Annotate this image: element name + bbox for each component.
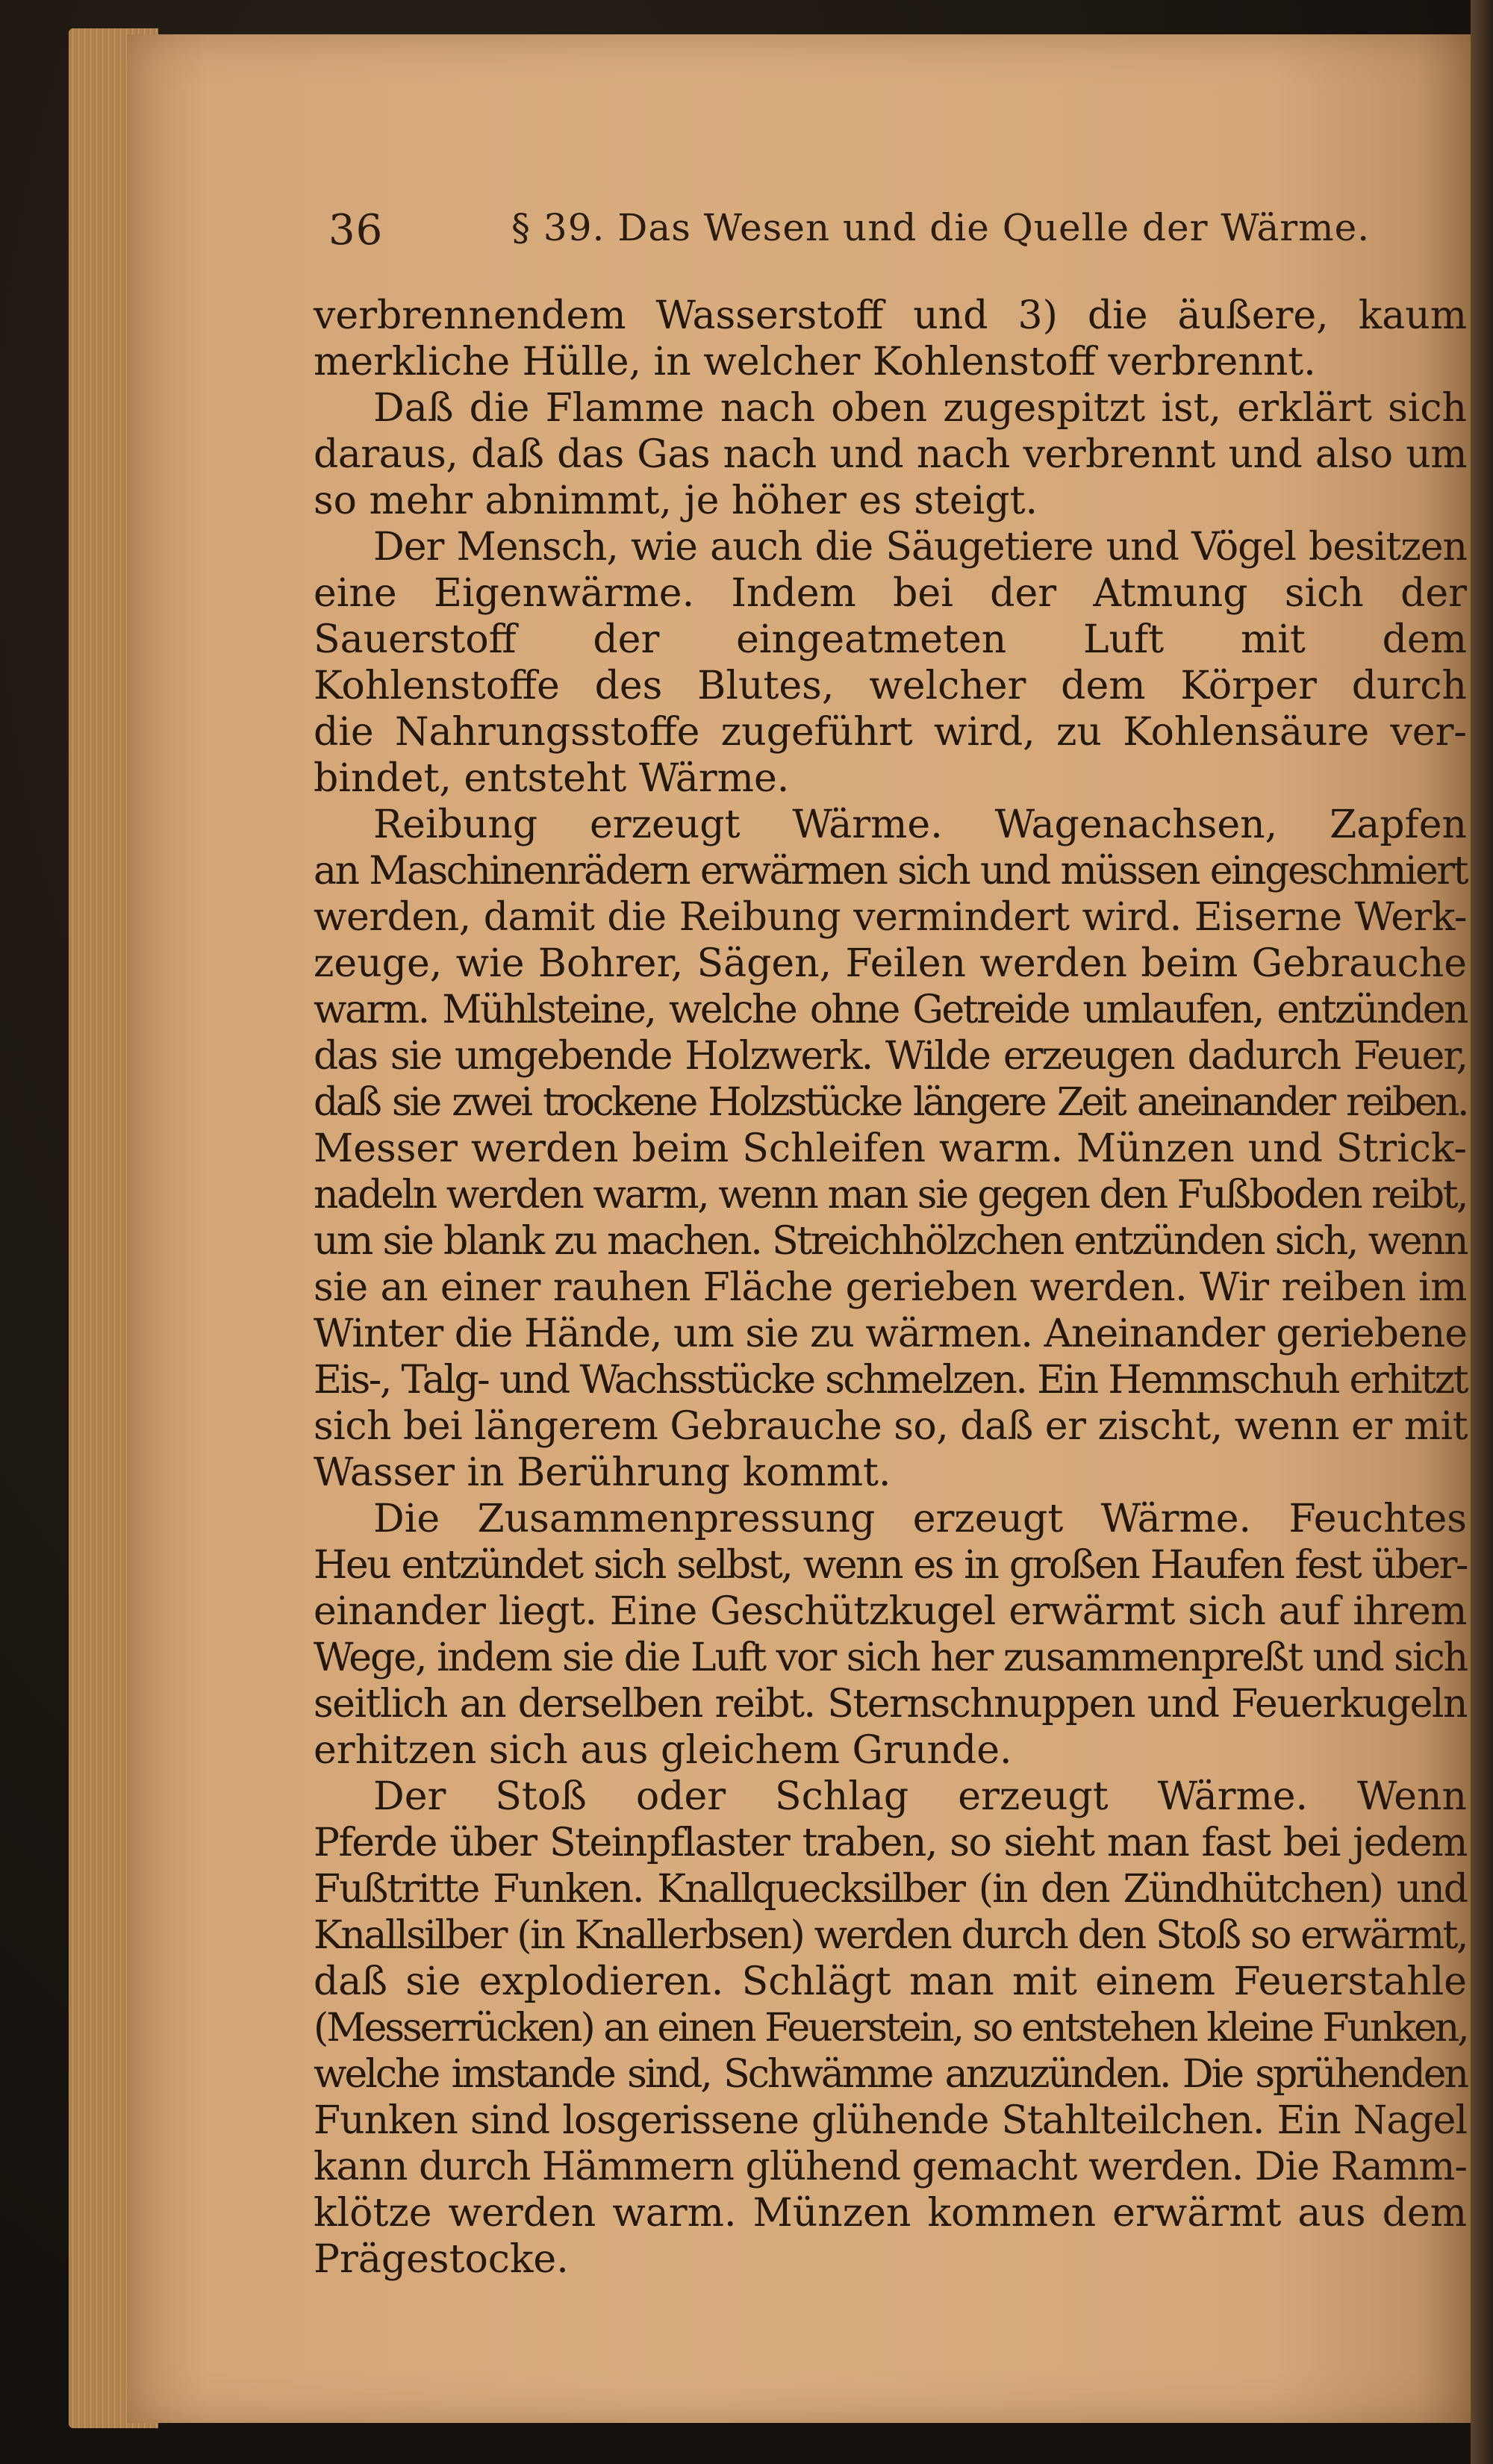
- text-line: das sie umgebende Holzwerk. Wilde erzeugen dadurch Feuer,: [314, 1034, 1467, 1079]
- text-line: Sauerstoff der eingeatmeten Luft mit dem: [314, 617, 1467, 662]
- text-line: Pferde über Steinpflaster traben, so sieht man fast bei jedem: [314, 1821, 1467, 1865]
- text-line: Reibung erzeugt Wärme. Wagenachsen, Zapfen: [373, 802, 1467, 847]
- text-line: klötze werden warm. Münzen kommen erwärmt aus dem: [314, 2191, 1467, 2236]
- text-line: Eis-, Talg- und Wachsstücke schmelzen. Ein Hemmschuh erhitzt: [314, 1358, 1467, 1403]
- text-line: daraus, daß das Gas nach und nach verbrennt und also um: [314, 432, 1467, 477]
- text-line: Prägestocke.: [314, 2237, 569, 2282]
- text-line: kann durch Hämmern glühend gemacht werden. Die Ramm-: [314, 2145, 1467, 2189]
- text-line: Knallsilber (in Knallerbsen) werden durch den Stoß so erwärmt,: [314, 1913, 1467, 1958]
- text-line: Kohlenstoffe des Blutes, welcher dem Körper durch: [314, 664, 1467, 708]
- text-line: seitlich an derselben reibt. Sternschnuppen und Feuerkugeln: [314, 1682, 1467, 1727]
- text-line: bindet, entsteht Wärme.: [314, 756, 790, 801]
- text-line: Die Zusammenpressung erzeugt Wärme. Feuchtes: [373, 1497, 1467, 1541]
- text-line: Wege, indem sie die Luft vor sich her zusammenpreßt und sich: [314, 1635, 1468, 1680]
- text-line: Funken sind losgerissene glühende Stahlteilchen. Ein Nagel: [314, 2098, 1467, 2143]
- text-line: daß sie zwei trockene Holzstücke längere Zeit aneinander reiben.: [314, 1080, 1467, 1125]
- text-line: welche imstande sind, Schwämme anzuzünden. Die sprühenden: [314, 2052, 1467, 2097]
- text-line: merkliche Hülle, in welcher Kohlenstoff verbrennt.: [314, 340, 1316, 384]
- text-line: zeuge, wie Bohrer, Sägen, Feilen werden beim Gebrauche: [314, 941, 1467, 986]
- text-line: die Nahrungsstoffe zugeführt wird, zu Kohlensäure ver-: [314, 710, 1467, 755]
- text-line: Fußtritte Funken. Knallquecksilber (in den Zündhütchen) und: [314, 1867, 1467, 1912]
- text-line: sie an einer rauhen Fläche gerieben werden. Wir reiben im: [314, 1265, 1467, 1310]
- text-line: Heu entzündet sich selbst, wenn es in großen Haufen fest über-: [314, 1543, 1467, 1588]
- text-line: eine Eigenwärme. Indem bei der Atmung sich der: [314, 571, 1467, 616]
- text-line: erhitzen sich aus gleichem Grunde.: [314, 1728, 1012, 1773]
- text-line: daß sie explodieren. Schlägt man mit einem Feuerstahle: [314, 1959, 1467, 2004]
- text-line: so mehr abnimmt, je höher es steigt.: [314, 478, 1038, 523]
- text-line: warm. Mühlsteine, welche ohne Getreide umlaufen, entzünden: [314, 988, 1467, 1032]
- text-line: an Maschinenrädern erwärmen sich und müssen eingeschmiert: [314, 849, 1467, 893]
- text-line: sich bei längerem Gebrauche so, daß er zischt, wenn er mit: [314, 1404, 1468, 1449]
- text-line: einander liegt. Eine Geschützkugel erwärmt sich auf ihrem: [314, 1589, 1467, 1634]
- text-line: Der Mensch, wie auch die Säugetiere und Vögel besitzen: [373, 525, 1467, 570]
- text-line: verbrennendem Wasserstoff und 3) die äußere, kaum: [314, 293, 1467, 338]
- text-line: werden, damit die Reibung vermindert wird. Eiserne Werk-: [314, 895, 1467, 940]
- running-title: § 39. Das Wesen und die Quelle der Wärme.: [511, 206, 1371, 249]
- text-line: nadeln werden warm, wenn man sie gegen den Fußboden reibt,: [314, 1173, 1468, 1217]
- text-line: (Messerrücken) an einen Feuerstein, so entstehen kleine Funken,: [314, 2006, 1468, 2050]
- page-header: [328, 206, 1448, 266]
- text-line: Der Stoß oder Schlag erzeugt Wärme. Wenn: [373, 1774, 1467, 1819]
- book-binding: [1471, 0, 1493, 2464]
- text-line: um sie blank zu machen. Streichhölzchen entzünden sich, wenn: [314, 1219, 1467, 1264]
- text-line: Wasser in Berührung kommt.: [314, 1450, 891, 1495]
- page-number: 36: [328, 206, 384, 255]
- text-line: Messer werden beim Schleifen warm. Münzen und Strick-: [314, 1126, 1467, 1171]
- text-line: Winter die Hände, um sie zu wärmen. Aneinander geriebene: [314, 1311, 1467, 1356]
- text-line: Daß die Flamme nach oben zugespitzt ist, erklärt sich: [373, 386, 1467, 431]
